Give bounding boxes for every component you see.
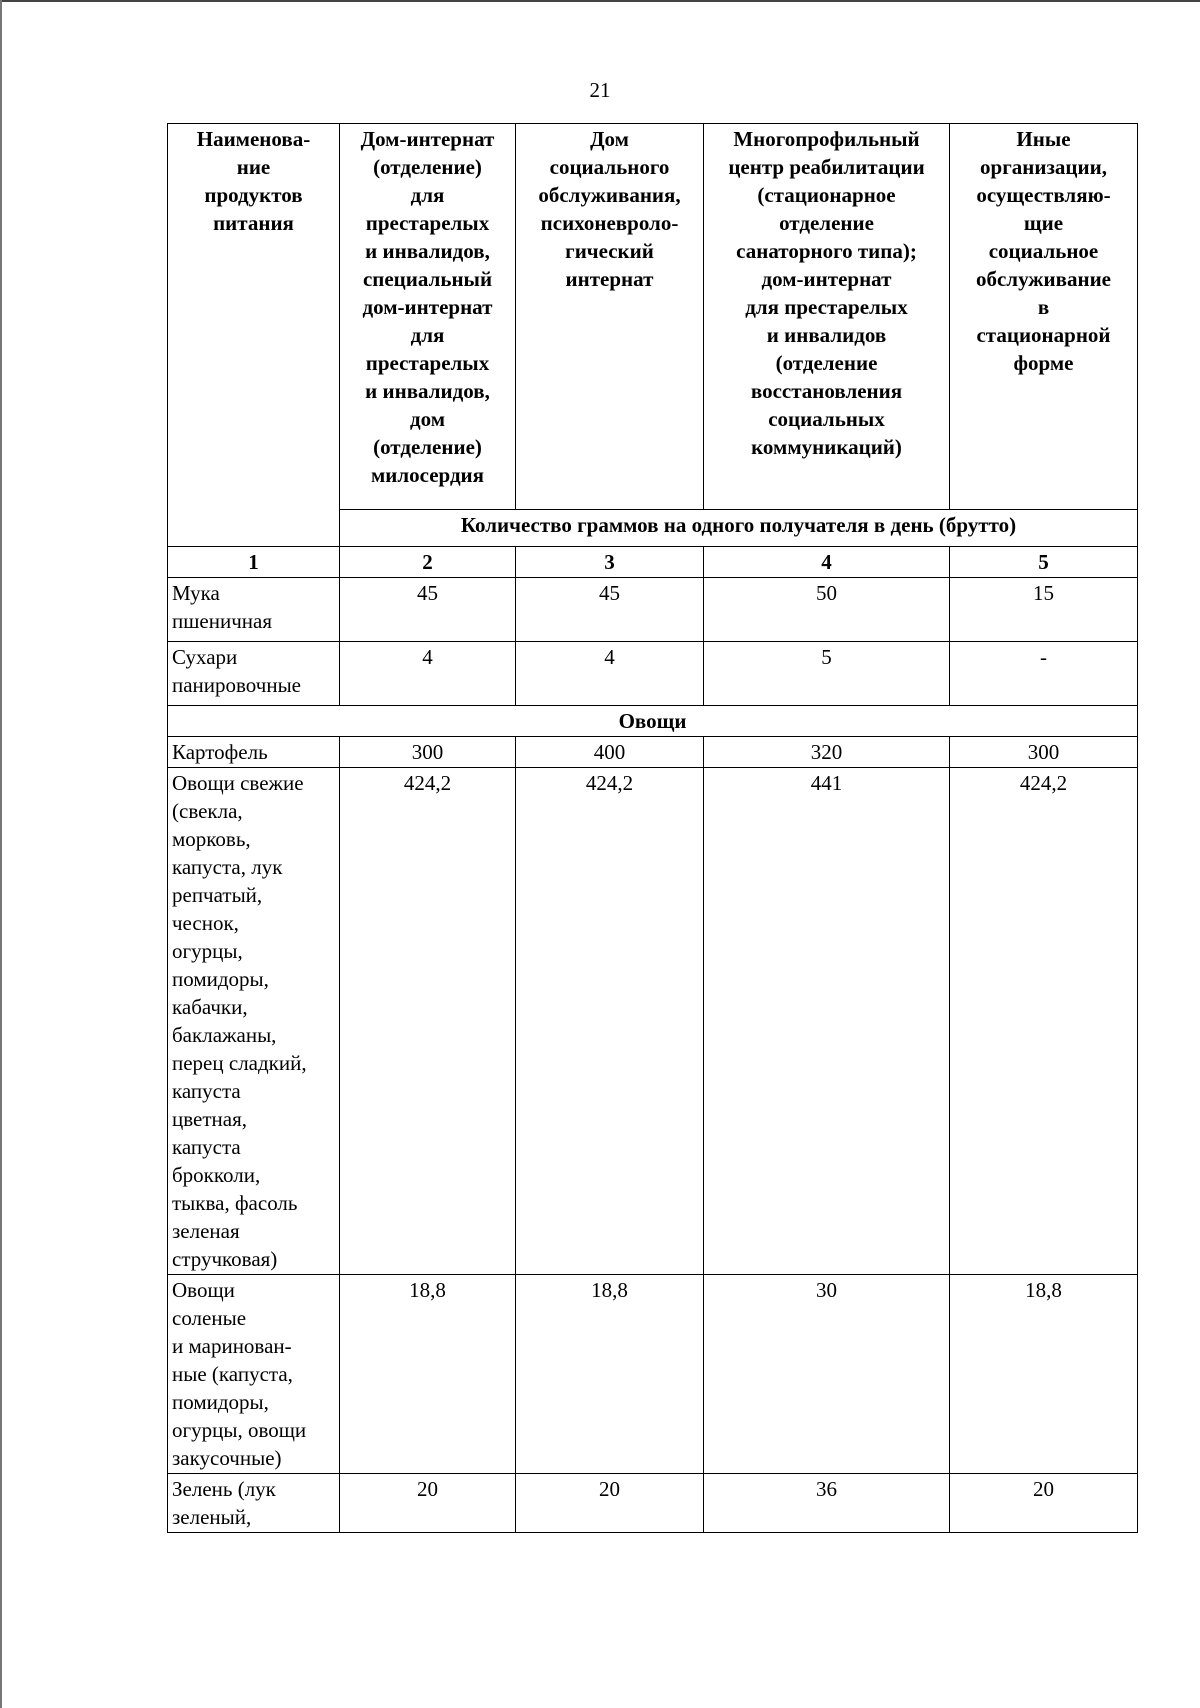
table-row (168, 1275, 1138, 1474)
section-row (168, 706, 1138, 737)
column-number: 2 (340, 547, 516, 578)
value-cell: 15 (950, 578, 1138, 642)
table-row (168, 737, 1138, 768)
value-cell: 20 (950, 1474, 1138, 1533)
value-cell: 320 (704, 737, 950, 768)
value-cell: 45 (340, 578, 516, 642)
value-cell: 441 (704, 768, 950, 1275)
table-row (168, 642, 1138, 706)
value-cell: 50 (704, 578, 950, 642)
header-col-3: Дом социального обслуживания, психоневроло- гический интернат (516, 124, 704, 510)
value-cell: 4 (340, 642, 516, 706)
value-cell: 400 (516, 737, 704, 768)
header-row (168, 124, 1138, 510)
scan-edge-top (0, 0, 1200, 2)
product-name: Мука пшеничная (168, 578, 340, 642)
header-col-5: Иные организации, осуществляю- щие социальное обслуживание в стационарной форме (950, 124, 1138, 510)
value-cell: 424,2 (950, 768, 1138, 1275)
value-cell: 30 (704, 1275, 950, 1474)
value-cell: 300 (950, 737, 1138, 768)
product-name: Овощи свежие (свекла, морковь, капуста, лук репчатый, чеснок, огурцы, помидоры, кабачки, баклажаны, перец сладкий, капуста цветная, капуста брокколи, тыква, фасоль зеленая стручковая) (168, 768, 340, 1275)
product-name: Овощи соленые и маринован- ные (капуста, помидоры, огурцы, овощи закусочные) (168, 1275, 340, 1474)
column-number: 3 (516, 547, 704, 578)
header-col-4: Многопрофильный центр реабилитации (стационарное отделение санаторного типа); дом-интернат для престарелых и инвалидов (отделение восстановления социальных коммуникаций) (704, 124, 950, 510)
value-cell: 18,8 (516, 1275, 704, 1474)
table-row (168, 1474, 1138, 1533)
column-number: 5 (950, 547, 1138, 578)
value-cell: 5 (704, 642, 950, 706)
value-cell: 18,8 (950, 1275, 1138, 1474)
table-row (168, 578, 1138, 642)
quantity-caption: Количество граммов на одного получателя в день (брутто) (340, 510, 1138, 547)
value-cell: 4 (516, 642, 704, 706)
value-cell: 18,8 (340, 1275, 516, 1474)
header-col-2: Дом-интернат (отделение) для престарелых и инвалидов, специальный дом-интернат для престарелых и инвалидов, дом (отделение) милосердия (340, 124, 516, 510)
product-name: Картофель (168, 737, 340, 768)
page-number: 21 (589, 78, 611, 102)
column-number: 1 (168, 547, 340, 578)
value-cell: 20 (340, 1474, 516, 1533)
table-row (168, 768, 1138, 1275)
value-cell: 36 (704, 1474, 950, 1533)
product-name: Зелень (лук зеленый, (168, 1474, 340, 1533)
value-cell: 424,2 (516, 768, 704, 1275)
value-cell: - (950, 642, 1138, 706)
column-number-row (168, 547, 1138, 578)
food-norms-table (167, 123, 1138, 1533)
product-name: Сухари панировочные (168, 642, 340, 706)
column-number: 4 (704, 547, 950, 578)
scan-edge-left (0, 0, 2, 1708)
section-title: Овощи (168, 706, 1138, 737)
value-cell: 300 (340, 737, 516, 768)
value-cell: 424,2 (340, 768, 516, 1275)
value-cell: 45 (516, 578, 704, 642)
header-product-name: Наименова- ние продуктов питания (168, 124, 340, 547)
value-cell: 20 (516, 1474, 704, 1533)
